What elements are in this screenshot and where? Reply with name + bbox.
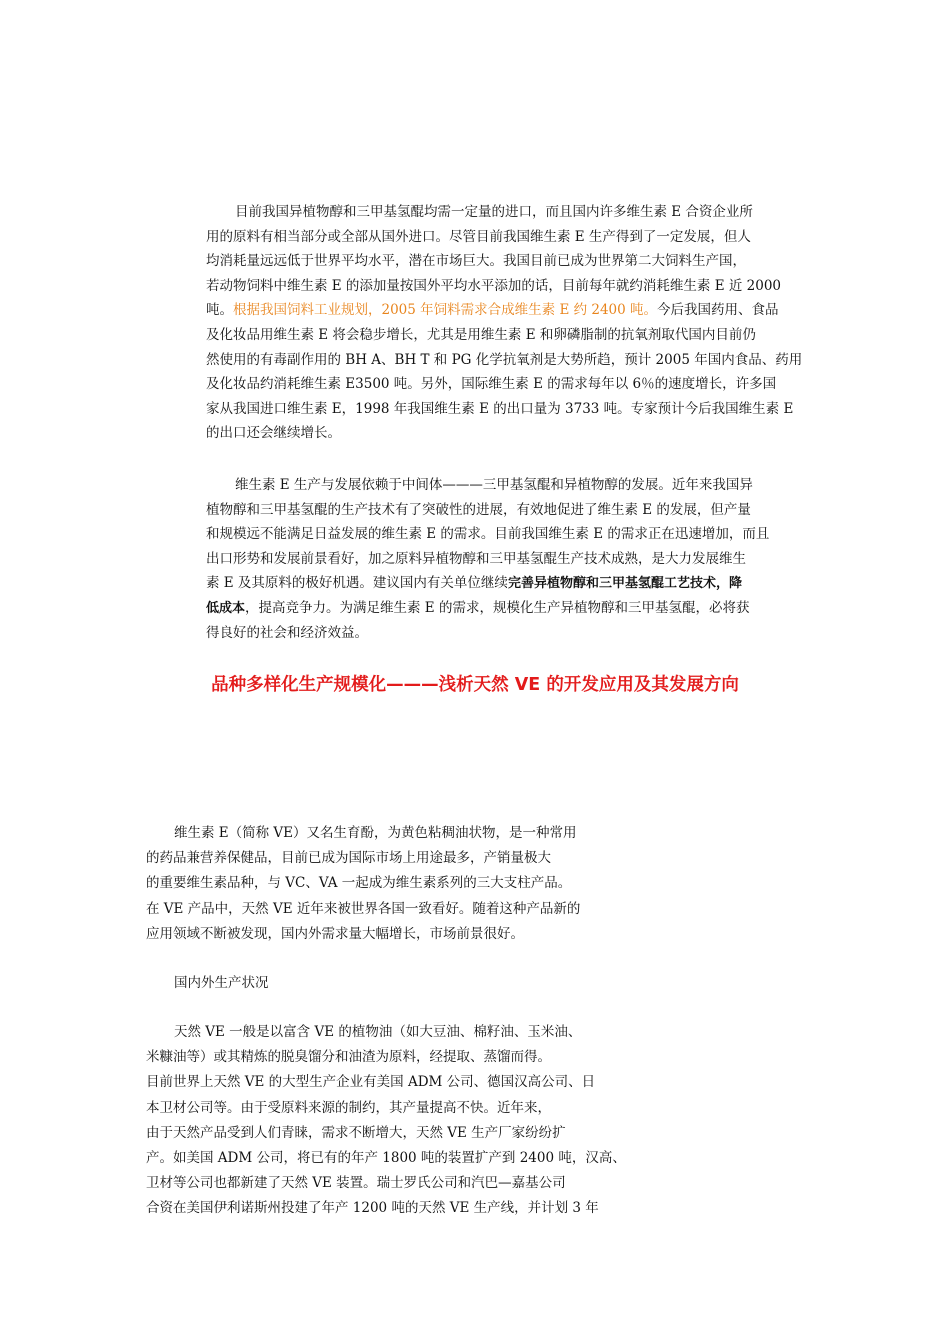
subheading-production-status: 国内外生产状况	[174, 975, 269, 991]
text-line: 及化妆品用维生素 E 将会稳步增长，尤其是用维生素 E 和卵磷脂制的抗氧剂取代国内目前仍	[206, 326, 756, 343]
text-line	[206, 298, 816, 323]
text-line: 植物醇和三甲基氢醌的生产技术有了突破性的进展，有效地促进了维生素 E 的发展，但产量	[206, 501, 751, 518]
text-line: 及化妆品约消耗维生素 E3500 吨。另外，国际维生素 E 的需求每年以 6％的速度增长，许多国	[206, 376, 777, 393]
paragraph-intermediate-development	[206, 473, 816, 645]
text-line: 的重要维生素品种，与 VC、VA 一起成为维生素系列的三大支柱产品。	[146, 875, 572, 892]
article-heading: 品种多样化生产规模化———浅析天然 VE 的开发应用及其发展方向	[211, 675, 739, 695]
text-line: 卫材等公司也都新建了天然 VE 装置。瑞士罗氏公司和汽巴—嘉基公司	[146, 1175, 566, 1192]
text-line	[206, 596, 816, 621]
text-line: 维生素 E 生产与发展依赖于中间体———三甲基氢醌和异植物醇的发展。近年来我国异	[235, 477, 753, 493]
text-line	[206, 571, 816, 596]
text-segment: 素 E 及其原料的极好机遇。建议国内有关单位继续	[206, 575, 508, 592]
text-line: 然使用的有毒副作用的 BH A、BH T 和 PG 化学抗氧剂是大势所趋，预计 2005 年国内食品、药用	[206, 351, 803, 368]
text-line: 目前世界上天然 VE 的大型生产企业有美国 ADM 公司、德国汉高公司、日	[146, 1074, 596, 1091]
text-line: 用的原料有相当部分或全部从国外进口。尽管目前我国维生素 E 生产得到了一定发展，但人	[206, 228, 751, 245]
text-segment: 今后我国药用、食品	[657, 302, 779, 319]
text-line: 维生素 E（简称 VE）又名生育酚，为黄色粘稠油状物，是一种常用	[174, 825, 577, 841]
text-line: 应用领域不断被发现，国内外需求量大幅增长，市场前景很好。	[146, 925, 524, 942]
section-subheading	[146, 971, 616, 996]
highlighted-feed-plan-text: 根据我国饲料工业规划，2005 年饲料需求合成维生素 E 约 2400 吨。	[233, 302, 658, 319]
text-line: 的药品兼营养保健品，目前已成为国际市场上用途最多，产销量极大	[146, 850, 551, 867]
paragraph-production-status	[146, 1020, 636, 1222]
paragraph-vitamin-e-import	[206, 200, 816, 446]
text-line: 若动物饲料中维生素 E 的添加量按国外平均水平添加的话，目前每年就约消耗维生素 E 近 2000	[206, 277, 782, 294]
text-line: 产。如美国 ADM 公司，将已有的年产 1800 吨的装置扩产到 2400 吨，汉高、	[146, 1149, 626, 1166]
text-line: 由于天然产品受到人们青睐，需求不断增大，天然 VE 生产厂家纷纷扩	[146, 1124, 566, 1141]
text-line: 和规模远不能满足日益发展的维生素 E 的需求。目前我国维生素 E 的需求正在迅速增加，而且	[206, 526, 770, 543]
text-segment: ，提高竞争力。为满足维生素 E 的需求，规模化生产异植物醇和三甲基氢醌，必将获	[245, 599, 750, 616]
text-line: 家从我国进口维生素 E，1998 年我国维生素 E 的出口量为 3733 吨。专家预计今后我国维生素 E	[206, 400, 794, 417]
bold-recommendation-text: 低成本	[206, 600, 246, 616]
text-line: 均消耗量远远低于世界平均水平，潜在市场巨大。我国目前已成为世界第二大饲料生产国，	[206, 253, 746, 270]
bold-recommendation-text: 完善异植物醇和三甲基氢醌工艺技术，降	[507, 576, 742, 592]
text-line: 合资在美国伊利诺斯州投建了年产 1200 吨的天然 VE 生产线，并计划 3 年	[146, 1200, 599, 1217]
text-line: 本卫材公司等。由于受原料来源的制约，其产量提高不快。近年来，	[146, 1099, 551, 1116]
text-line: 目前我国异植物醇和三甲基氢醌均需一定量的进口，而且国内许多维生素 E 合资企业所	[235, 204, 753, 220]
text-line: 天然 VE 一般是以富含 VE 的植物油（如大豆油、棉籽油、玉米油、	[174, 1024, 582, 1040]
text-line: 在 VE 产品中，天然 VE 近年来被世界各国一致看好。随着这种产品新的	[146, 900, 581, 917]
paragraph-natural-ve-intro	[146, 821, 616, 947]
text-line: 得良好的社会和经济效益。	[206, 624, 368, 641]
text-line: 的出口还会继续增长。	[206, 425, 341, 442]
text-line: 出口形势和发展前景看好，加之原料异植物醇和三甲基氢醌生产技术成熟，是大力发展维生	[206, 550, 746, 567]
text-segment: 吨。	[206, 302, 233, 319]
text-line: 米糠油等）或其精炼的脱臭馏分和油渣为原料，经提取、蒸馏而得。	[146, 1049, 551, 1066]
